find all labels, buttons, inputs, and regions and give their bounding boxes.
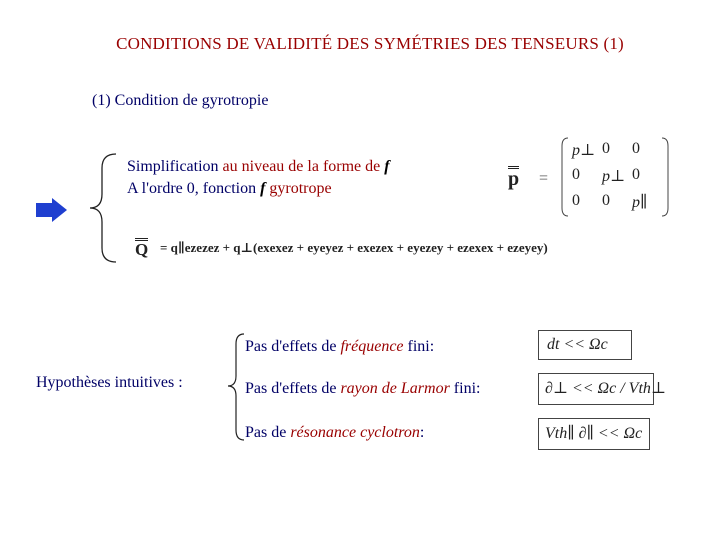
order-zero-text: A l'ordre 0, fonction	[127, 180, 261, 197]
gyrotrope-text: gyrotrope	[269, 180, 332, 197]
simplification-line-1	[127, 158, 390, 176]
hypothesis-emphasis: résonance cyclotron	[290, 424, 420, 441]
pressure-equals: =	[539, 170, 549, 187]
hypothesis-emphasis: rayon de Larmor	[340, 380, 450, 397]
hypotheses-label: Hypothèses intuitives :	[36, 374, 183, 391]
formula-box-frequency: dt << Ωc	[538, 330, 632, 360]
page-title: CONDITIONS DE VALIDITÉ DES SYMÉTRIES DES TENSEURS (1)	[116, 34, 624, 53]
simplification-red-text: au niveau de la forme de	[222, 158, 381, 175]
pressure-symbol: p	[508, 168, 520, 190]
simplification-prefix: Simplification	[127, 158, 223, 175]
hypothesis-prefix: Pas d'effets de	[245, 338, 341, 355]
heat-flux-symbol: Q	[135, 240, 149, 259]
hypothesis-prefix: Pas de	[245, 424, 291, 441]
hypothesis-suffix: fini:	[449, 380, 481, 397]
matrix-cell-23: 0	[632, 166, 640, 183]
hypothesis-emphasis: fréquence	[340, 338, 404, 355]
pressure-matrix	[572, 140, 664, 212]
heat-flux-equation: = q∥ezezez + q⊥(exexez + eyeyez + exezex + eyezey + ezexex + ezeyey)	[160, 240, 548, 255]
right-arrow-icon	[36, 198, 68, 222]
matrix-cell-32: 0	[602, 192, 610, 209]
matrix-cell-31: 0	[572, 192, 580, 209]
formula-box-larmor: ∂⊥ << Ωc / Vth⊥	[538, 373, 654, 405]
hypothesis-item-frequency	[245, 338, 434, 356]
matrix-cell-11: p⊥	[572, 142, 596, 159]
hypothesis-prefix: Pas d'effets de	[245, 380, 341, 397]
section-subtitle: (1) Condition de gyrotropie	[92, 92, 269, 109]
hypothesis-item-resonance	[245, 424, 424, 442]
hypothesis-suffix: fini:	[403, 338, 435, 355]
simplification-line-2	[127, 180, 332, 198]
formula-box-resonance: Vth∥ ∂∥ << Ωc	[538, 418, 650, 450]
left-brace-icon	[88, 150, 128, 266]
f-symbol: f	[384, 158, 390, 175]
matrix-cell-33: p∥	[632, 194, 648, 211]
matrix-cell-12: 0	[602, 140, 610, 157]
matrix-cell-22: p⊥	[602, 168, 626, 185]
matrix-cell-13: 0	[632, 140, 640, 157]
f-symbol-2: f	[260, 180, 266, 197]
hypothesis-suffix: :	[419, 424, 425, 441]
matrix-cell-21: 0	[572, 166, 580, 183]
hypothesis-item-larmor	[245, 380, 480, 398]
